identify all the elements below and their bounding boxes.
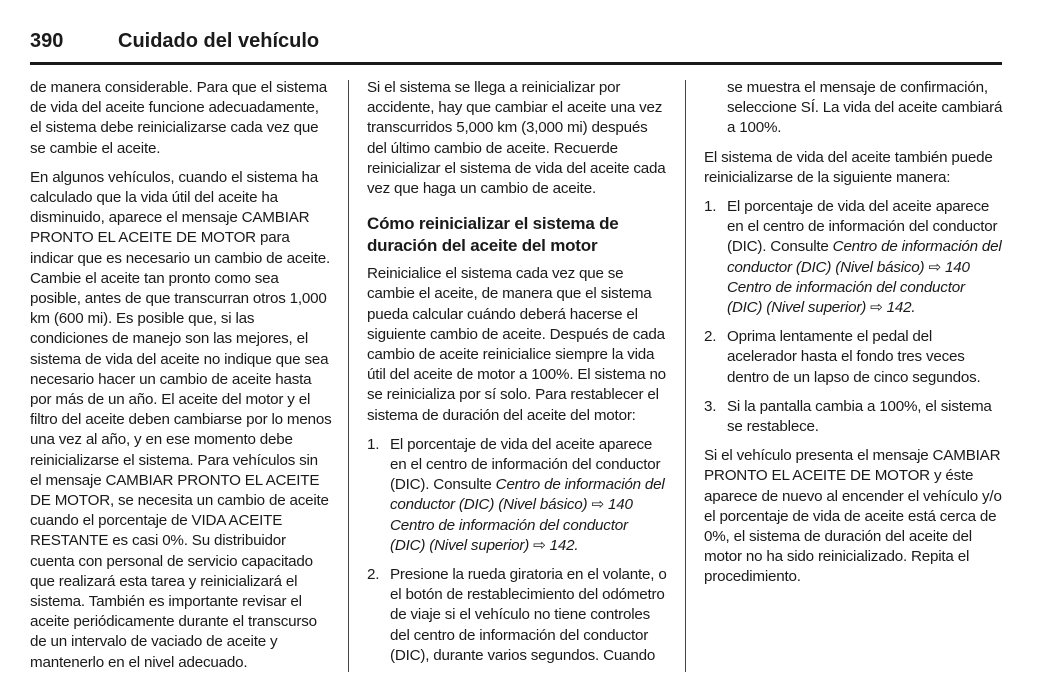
page-ref-arrow-icon: ⇨: [591, 496, 604, 514]
paragraph: de manera considerable. Para que el sistema de vida del aceite funcione adecuadamente, el sistema debe reinicializarse cada vez que se cambie el aceite.: [30, 79, 328, 157]
column-1: [30, 78, 332, 682]
list-number: 2.: [367, 566, 380, 584]
list-text: Presione la rueda giratoria en el volante, o el botón de restablecimiento del odómetro de viaje si el vehículo no tiene controles del centro de información del conductor (DIC), durante varios segundos. Cuando: [390, 566, 667, 664]
cross-reference-link[interactable]: Centro de información del conductor (DIC) (Nivel básico): [727, 238, 1002, 276]
list-number: 3.: [704, 397, 717, 415]
list-number: 1.: [367, 435, 380, 453]
list-end: .: [574, 536, 579, 554]
column-divider: [685, 80, 686, 672]
column-3: [704, 78, 1004, 597]
paragraph: El sistema de vida del aceite también puede reinicializarse de la siguiente manera:: [704, 148, 993, 186]
list-text: El porcentaje de vida del aceite aparece en el centro de información del conductor (DIC). Consulte: [727, 198, 998, 256]
paragraph: Si el sistema se llega a reinicializar por accidente, hay que cambiar el aceite una vez transcurridos 5,000 km (3,000 mi) después del último cambio de aceite. Recuerde reinicializar el sistema de vida del aceite cada vez que haga un cambio de aceite.: [367, 79, 666, 198]
section-heading: Cómo reinicializar el sistema de duración del aceite del motor: [367, 214, 619, 256]
page-ref-arrow-icon: ⇨: [870, 299, 883, 317]
paragraph: En algunos vehículos, cuando el sistema ha calculado que la vida útil del aceite ha disminuido, aparece el mensaje CAMBIAR PRONTO EL ACEITE DE MOTOR para indicar que es necesario un cambio de aceite. Cambie el aceite tan pronto como sea posible, antes de que transcurran otros 1,000 km (600 mi). Es posible que, si las condiciones de manejo son las mejores, el sistema de vida del aceite no indique que sea necesario hacer un cambio de aceite hasta por más de un año. El aceite del motor y el filtro del aceite deben cambiarse por lo menos una vez al año, y en ese momento debe reinicializarse el sistema. Para vehículos sin el mensaje CAMBIAR PRONTO EL ACEITE DE MOTOR, se necesita un cambio de aceite cuando el porcentaje de VIDA ACEITE RESTANTE es casi 0%. Su distribuidor cuenta con personal de servicio capacitado que realizará esta tarea y reinicializará el sistema. También es importante revisar el aceite periódicamente durante el transcurso de un intervalo de vaciado de aceite y mantenerlo en el nivel adecuado.: [30, 168, 332, 671]
paragraph: Si el vehículo presenta el mensaje CAMBIAR PRONTO EL ACEITE DE MOTOR y éste aparece de nuevo al encender el vehículo y/o el porcentaje de vida de aceite está cerca de 0%, el sistema de duración del aceite del motor no ha sido reinicializado. Repita el procedimiento.: [704, 447, 1002, 586]
list-item: [704, 327, 1004, 388]
cross-reference-link[interactable]: Centro de información del conductor (DIC) (Nivel superior): [390, 516, 628, 554]
list-text: El porcentaje de vida del aceite aparece en el centro de información del conductor (DIC). Consulte: [390, 435, 661, 494]
list-end: .: [911, 299, 916, 317]
list-text: Oprima lentamente el pedal del acelerador hasta el fondo tres veces dentro de un lapso de cinco segundos.: [727, 328, 981, 386]
page-reference[interactable]: 142: [549, 536, 575, 554]
page-ref-arrow-icon: ⇨: [928, 258, 941, 276]
section-title: Cuidado del vehículo: [118, 30, 320, 52]
list-text: Si la pantalla cambia a 100%, el sistema se restablece.: [727, 397, 992, 436]
column-2: [367, 78, 667, 675]
list-continuation: se muestra el mensaje de confirmación, seleccione SÍ. La vida del aceite cambiará a 100%.: [727, 79, 1003, 137]
list-item: [367, 435, 667, 556]
cross-reference-link[interactable]: Centro de información del conductor (DIC) (Nivel básico): [390, 476, 665, 514]
paragraph: Reinicialice el sistema cada vez que se cambie el aceite, de manera que el sistema pueda calcular cuándo deberá hacerse el siguiente cambio de aceite. Después de cada cambio de aceite reinicialice siempre la vida útil del aceite de motor a 100%. El sistema no se reinicializa por sí solo. Para restablecer el sistema de duración del aceite del motor:: [367, 265, 666, 424]
column-divider: [348, 80, 349, 672]
list-item: [704, 397, 1004, 437]
page-ref-arrow-icon: ⇨: [533, 536, 546, 554]
page-number: 390: [30, 30, 64, 52]
list-item: [704, 197, 1004, 318]
page-reference[interactable]: 140: [608, 496, 633, 514]
cross-reference-link[interactable]: Centro de información del conductor (DIC) (Nivel superior): [727, 278, 965, 317]
page-header: [30, 26, 1002, 62]
header-rule: [30, 62, 1002, 65]
page-reference[interactable]: 140: [945, 258, 970, 276]
list-number: 2.: [704, 328, 717, 346]
page-reference[interactable]: 142: [886, 299, 912, 317]
list-item: [367, 565, 667, 666]
list-number: 1.: [704, 198, 717, 216]
